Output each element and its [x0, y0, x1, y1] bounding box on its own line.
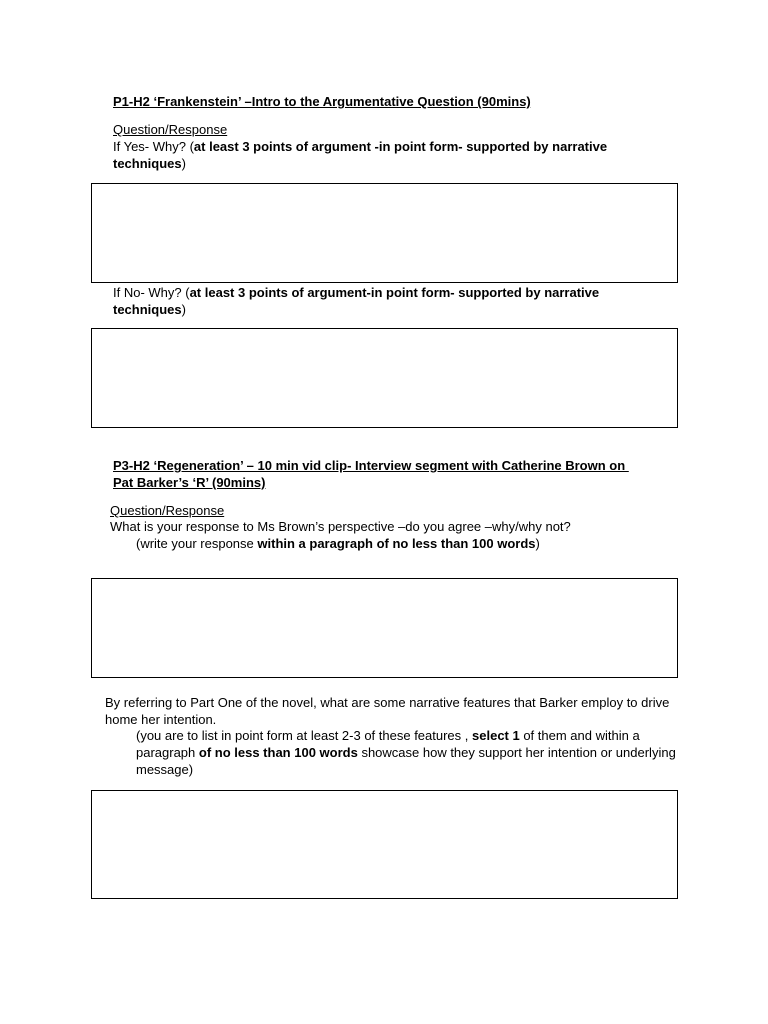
no-prompt-prefix: If No- Why? ( — [113, 285, 190, 300]
section2-question: What is your response to Ms Brown’s perspective –do you agree –why/why not? — [110, 519, 571, 534]
section2-heading-line1: P3-H2 ‘Regeneration’ – 10 min vid clip- Interview segment with Catherine Brown on — [113, 458, 629, 473]
section3-instr-bold2: of no less than 100 words — [198, 745, 358, 760]
section2-heading-line2: Pat Barker’s ‘R’ (90mins) — [113, 475, 266, 490]
section1-heading: P1-H2 ‘Frankenstein’ –Intro to the Argumentative Question (90mins) — [113, 94, 531, 109]
no-response-box[interactable] — [91, 328, 678, 428]
section3-question: By referring to Part One of the novel, what are some narrative features that Barker employ to drive home her intention. — [105, 695, 670, 727]
section1-yes-prompt — [113, 138, 658, 172]
yes-prompt-bold: at least 3 points of argument -in point form- supported by narrative techniques — [113, 139, 608, 171]
yes-prompt-prefix: If Yes- Why? ( — [113, 139, 194, 154]
no-prompt-suffix: ) — [181, 302, 186, 317]
section3-instr-bold1: select 1 — [472, 728, 520, 743]
section3-instr-part2: of them and within a paragraph — [136, 728, 640, 760]
section2-instruction-prefix: (write your response — [136, 536, 258, 551]
section2-instruction — [136, 535, 696, 552]
section2-question-response-label: Question/Response — [110, 503, 225, 518]
section1-no-prompt — [113, 284, 658, 318]
section1-question-response-label: Question/Response — [113, 122, 228, 137]
no-prompt-bold: at least 3 points of argument-in point form- supported by narrative techniques — [113, 285, 600, 317]
section2-instruction-suffix: ) — [535, 536, 540, 551]
yes-response-box[interactable] — [91, 183, 678, 283]
section2-instruction-bold: within a paragraph of no less than 100 words — [257, 536, 536, 551]
section2-response-box[interactable] — [91, 578, 678, 678]
section3-instr-part3: showcase how they support her intention or underlying message) — [136, 745, 676, 777]
yes-prompt-suffix: ) — [181, 156, 186, 171]
section3-instruction — [136, 727, 676, 778]
section3-instr-part1: (you are to list in point form at least 2-3 of these features , — [136, 728, 473, 743]
section3-response-box[interactable] — [91, 790, 678, 899]
